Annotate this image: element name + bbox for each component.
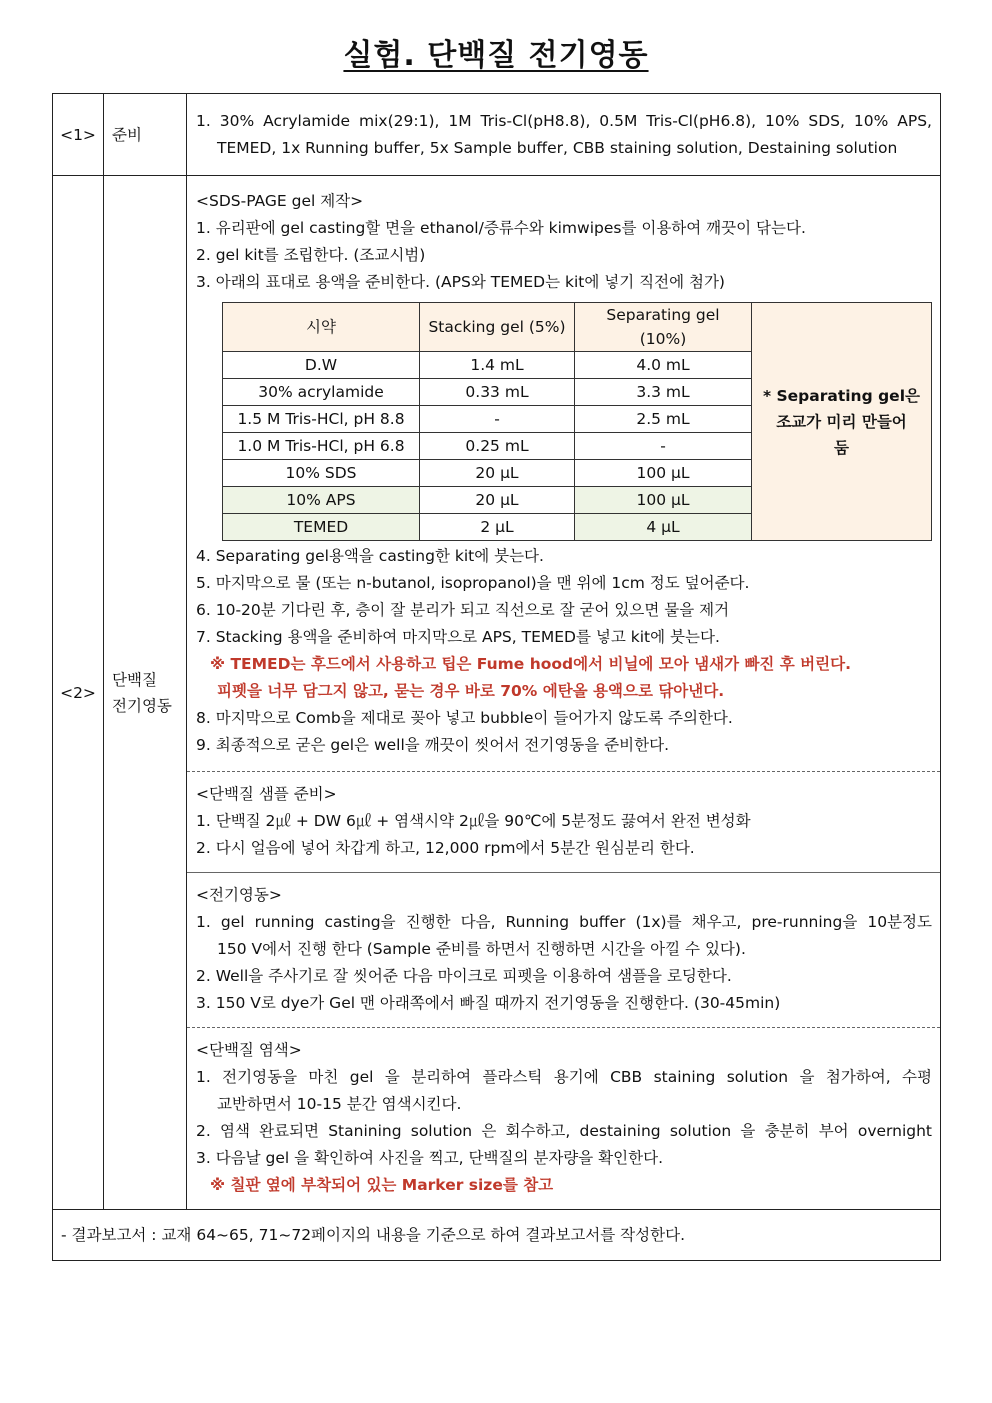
footer-row [53,1210,941,1261]
separating-cell: - [575,433,752,460]
row-category [104,176,187,1210]
reagent-cell: 30% acrylamide [223,379,420,406]
separating-cell: 100 μL [575,487,752,514]
reagent-cell: D.W [223,352,420,379]
reagent-cell: 1.5 M Tris-HCl, pH 8.8 [223,406,420,433]
step: 1. 유리판에 gel casting할 면을 ethanol/증류수와 kimwipes를 이용하여 깨끗이 닦는다. [196,219,806,237]
section-heading: <단백질 샘플 준비> [196,785,337,803]
step: 8. 마지막으로 Comb을 제대로 꽂아 넣고 bubble이 들어가지 않도록 주의한다. [196,709,733,727]
electrophoresis-content [187,176,941,1210]
separating-cell: 4.0 mL [575,352,752,379]
section-heading: <전기영동> [196,886,282,904]
warning-text: 피펫을 너무 담그지 않고, 묻는 경우 바로 70% 에탄올 용액으로 닦아낸다. [217,682,725,700]
note-line: * Separating gel은 [763,386,920,405]
step: 1. 전기영동을 마친 gel 을 분리하여 플라스틱 용기에 CBB staining solution 을 첨가하여, 수평 [196,1068,932,1086]
electrophoresis-row [53,176,941,1210]
step: 1. gel running casting을 진행한 다음, Running buffer (1x)를 채우고, pre-running을 10분정도 [196,913,932,931]
stacking-cell: - [420,406,575,433]
note-line: 조교가 미리 만들어 [776,412,907,431]
page-title [0,30,992,74]
step: 5. 마지막으로 물 (또는 n-butanol, isopropanol)을 맨 위에 1cm 정도 덮어준다. [196,574,750,592]
stacking-cell: 1.4 mL [420,352,575,379]
separating-cell: 100 μL [575,460,752,487]
separating-note [752,303,932,541]
title-text: 실험. 단백질 전기영동 [343,38,649,73]
step: 4. Separating gel용액을 casting한 kit에 붓는다. [196,547,544,565]
stacking-cell: 0.25 mL [420,433,575,460]
section-heading: <SDS-PAGE gel 제작> [196,192,364,210]
warning-text: ※ TEMED는 후드에서 사용하고 팁은 Fume hood에서 비닐에 모아 냄새가 빠진 후 버린다. [210,655,851,673]
reagent-cell: 10% SDS [223,460,420,487]
gel-recipe-table [222,302,932,541]
note-line: 둠 [834,438,849,457]
step: 2. 다시 얼음에 넣어 차갑게 하고, 12,000 rpm에서 5분간 원심분리 한다. [196,839,695,857]
category-line: 단백질 [112,670,157,689]
header-stacking: Stacking gel (5%) [420,303,575,352]
header-separating [575,303,752,352]
step: 6. 10-20분 기다린 후, 층이 잘 분리가 되고 직선으로 잘 굳어 있으면 물을 제거 [196,601,730,619]
step: 교반하면서 10-15 분간 염색시킨다. [217,1095,462,1113]
stacking-cell: 20 μL [420,487,575,514]
step: 150 V에서 진행 한다 (Sample 준비를 하면서 진행하면 시간을 아낄 수 있다). [217,940,746,958]
stacking-cell: 2 μL [420,514,575,541]
step: 1. 단백질 2㎕ + DW 6㎕ + 염색시약 2㎕을 90℃에 5분정도 끓여서 완전 변성화 [196,812,751,830]
protocol-table [52,93,941,1261]
prep-content [187,94,941,176]
step: 3. 150 V로 dye가 Gel 맨 아래쪽에서 빠질 때까지 전기영동을 진행한다. (30-45min) [196,994,781,1012]
sample-section [187,771,940,872]
step: 2. 염색 완료되면 Stanining solution 은 회수하고, destaining solution 을 충분히 부어 overnight [196,1122,932,1140]
report-note: - 결과보고서 : 교재 64~65, 71~72페이지의 내용을 기준으로 하여 결과보고서를 작성한다. [53,1210,941,1261]
reagent-cell: TEMED [223,514,420,541]
header-reagent: 시약 [223,303,420,352]
row-category: 준비 [104,94,187,176]
prep-line: TEMED, 1x Running buffer, 5x Sample buffer, CBB staining solution, Destaining solution [217,139,898,157]
prep-row [53,94,941,176]
gel-table-header [223,303,932,352]
category-line: 전기영동 [112,696,172,715]
separating-cell: 2.5 mL [575,406,752,433]
section-heading: <단백질 염색> [196,1041,302,1059]
step: 9. 최종적으로 굳은 gel은 well을 깨끗이 씻어서 전기영동을 준비한다. [196,736,669,754]
row-number: <1> [53,94,104,176]
reagent-cell: 1.0 M Tris-HCl, pH 6.8 [223,433,420,460]
reagent-cell: 10% APS [223,487,420,514]
stacking-cell: 20 μL [420,460,575,487]
prep-line: 1. 30% Acrylamide mix(29:1), 1M Tris-Cl(pH8.8), 0.5M Tris-Cl(pH6.8), 10% SDS, 10% APS, [196,112,932,130]
gel-section [187,176,940,771]
separating-cell: 3.3 mL [575,379,752,406]
electrophoresis-section [187,872,940,1027]
step: 2. Well을 주사기로 잘 씻어준 다음 마이크로 피펫을 이용하여 샘플을 로딩한다. [196,967,732,985]
header-separating-line: (10%) [639,330,687,348]
warning-text: ※ 칠판 옆에 부착되어 있는 Marker size를 참고 [210,1176,554,1194]
stacking-cell: 0.33 mL [420,379,575,406]
step: 3. 아래의 표대로 용액을 준비한다. (APS와 TEMED는 kit에 넣기 직전에 첨가) [196,273,725,291]
separating-cell: 4 μL [575,514,752,541]
step: 7. Stacking 용액을 준비하여 마지막으로 APS, TEMED를 넣고 kit에 붓는다. [196,628,720,646]
step: 3. 다음날 gel 을 확인하여 사진을 찍고, 단백질의 분자량을 확인한다. [196,1149,663,1167]
header-separating-line: Separating gel [606,306,720,324]
row-number: <2> [53,176,104,1210]
step: 2. gel kit를 조립한다. (조교시범) [196,246,426,264]
staining-section [187,1027,940,1209]
